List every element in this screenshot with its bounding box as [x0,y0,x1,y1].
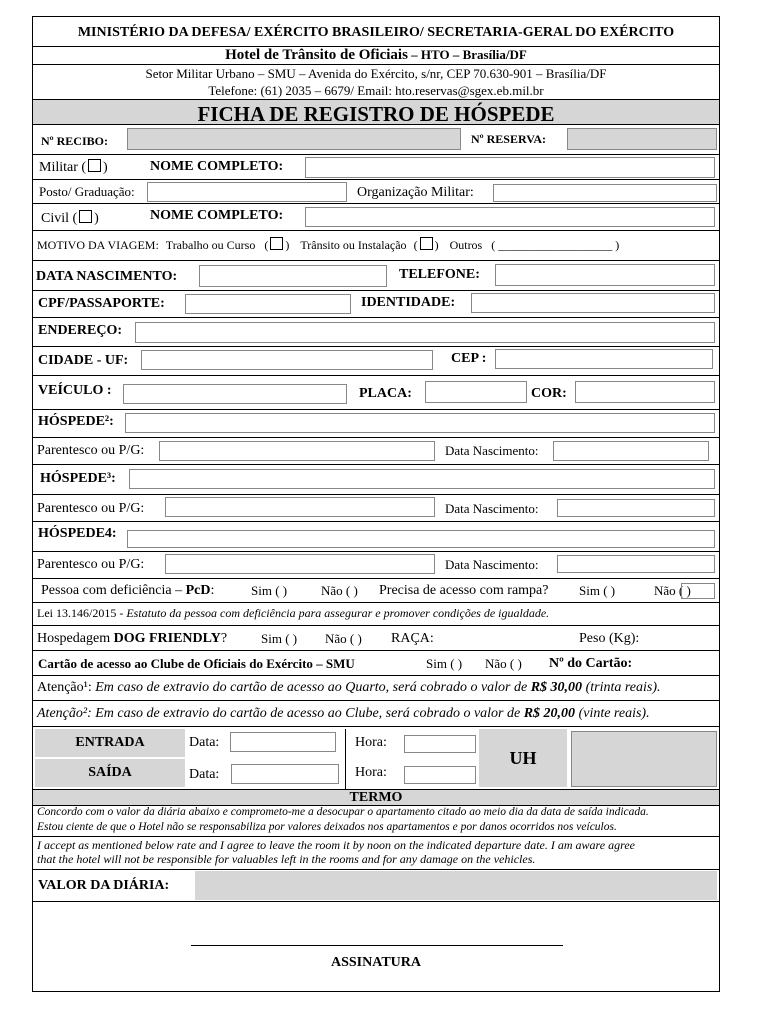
club-card-label: Cartão de acesso ao Clube de Oficiais do Exército – SMU [38,656,355,671]
entrada-time-field[interactable] [404,735,476,753]
ministry-header [33,17,719,47]
uh-label: UH [479,729,567,787]
guest3-kin-row [33,495,719,522]
saida-date-field[interactable] [231,764,339,784]
signature-line[interactable] [191,945,563,946]
hotel-address: Setor Militar Urbano – SMU – Avenida do Exército, s/nr, CEP 70.630-901 – Brasília/DF [145,66,607,81]
guest2-kin-label: Parentesco ou P/G: [37,443,145,458]
org-label: Organização Militar: [357,185,474,200]
guest3-kin-label: Parentesco ou P/G: [37,501,145,516]
reservation-label: Nº RESERVA: [471,132,546,146]
club-card-no[interactable]: Não ( ) [485,656,522,671]
entrada-time-label: Hora: [355,735,387,750]
birth-label: DATA NASCIMENTO: [36,269,178,284]
guest2-row [33,410,719,438]
rate-row [33,870,719,902]
color-label: COR: [531,386,567,401]
terms-title: TERMO [349,790,403,805]
military-label: Militar ( [39,160,87,175]
cpf-field[interactable] [185,294,351,314]
entrada-date-field[interactable] [230,732,336,752]
civil-close: ) [94,211,99,226]
military-close: ) [103,160,108,175]
trip-row: MOTIVO DA VIAGEM: Trabalho ou Curso ( ) Trânsito ou Instalação ( ) Outros ( ___________________ ) [33,231,719,261]
guest4-field[interactable] [127,530,715,548]
address-field-row [33,318,719,347]
birth-field[interactable] [199,265,387,287]
guest4-kin-row [33,552,719,579]
entrada-label: ENTRADA [35,729,185,757]
reservation-field[interactable] [567,128,717,150]
guest3-birth-field[interactable] [557,499,715,517]
org-field[interactable] [493,184,717,202]
terms-en-1: I accept as mentioned below rate and I agree to leave the room it by noon on the indicated departure date. I am aware agree [37,838,635,852]
guest4-label: HÓSPEDE4: [38,526,117,541]
guest2-kin-field[interactable] [159,441,435,461]
pcd-yes[interactable]: Sim ( ) [251,583,288,598]
hotel-header [33,47,719,65]
entrada-date-label: Data: [189,735,220,750]
form-title: FICHA DE REGISTRO DE HÓSPEDE [197,102,555,126]
rank-label: Posto/ Graduação: [39,184,135,199]
dog-yes[interactable]: Sim ( ) [261,631,298,646]
military-name-field[interactable] [305,157,715,178]
notice2-prefix: Atenção²: [37,706,96,721]
address-row [33,65,719,83]
color-field[interactable] [575,381,715,403]
birth-row [33,261,719,291]
civil-name-field[interactable] [305,207,715,227]
civil-checkbox[interactable] [79,210,92,223]
military-row [33,155,719,180]
hotel-contact: Telefone: (61) 2035 – 6679/ Email: hto.reservas@sgex.eb.mil.br [208,83,544,98]
vehicle-label: VEÍCULO : [38,383,112,398]
signature-label: ASSINATURA [331,955,421,970]
trip-opt-work: Trabalho ou Curso [165,238,256,252]
civil-row [33,204,719,231]
city-row [33,347,719,376]
guest3-kin-field[interactable] [165,497,435,517]
law-row [33,603,719,626]
guest3-field[interactable] [129,469,715,489]
id-label: IDENTIDADE: [361,295,456,310]
guest2-label: HÓSPEDE²: [38,414,114,429]
hotel-suffix: – HTO – Brasília/DF [407,47,527,62]
terms-title-row [33,789,719,806]
title-row [33,100,719,125]
club-card-row [33,651,719,676]
guest2-field[interactable] [125,413,715,433]
address-field[interactable] [135,322,715,343]
notice1-prefix: Atenção¹: [37,680,96,695]
dog-no[interactable]: Não ( ) [325,631,362,646]
saida-time-label: Hora: [355,765,387,780]
id-field[interactable] [471,293,715,313]
law-text: Estatuto da pessoa com deficiência para assegurar e promover condições de igualdade. [126,606,550,620]
plate-label: PLACA: [359,386,412,401]
address-label: ENDEREÇO: [38,323,123,338]
receipt-row [33,125,719,155]
dog-weight-label: Peso (Kg): [579,631,640,646]
guest2-birth-label: Data Nascimento: [445,443,539,458]
trip-other-field[interactable]: ( ___________________ ) [491,238,620,252]
law-ref: Lei 13.146/2015 - [37,606,127,620]
ministry-text: MINISTÉRIO DA DEFESA/ EXÉRCITO BRASILEIRO/ SECRETARIA-GERAL DO EXÉRCITO [77,25,675,40]
terms-en-row [33,837,719,870]
saida-date-label: Data: [189,767,220,782]
ramp-label: Precisa de acesso com rampa? [379,583,549,598]
guest4-kin-field[interactable] [165,554,435,574]
cep-label: CEP : [451,351,487,366]
rank-row [33,180,719,204]
guest2-kin-row [33,438,719,465]
guest3-label: HÓSPEDE³: [40,471,116,486]
trip-work-checkbox[interactable] [270,237,283,250]
ramp-no[interactable]: Não ( ) [654,583,691,598]
receipt-label: Nº RECIBO: [41,134,108,148]
club-card-yes[interactable]: Sim ( ) [426,656,463,671]
trip-opt-other: Outros [449,238,483,252]
notice2-row: Atenção²: Em caso de extravio do cartão de acesso ao Clube, será cobrado o valor de R$ 20,00 (vinte reais). [33,701,719,727]
ramp-no-box [681,583,715,599]
trip-opt-transit: Trânsito ou Instalação [300,238,407,252]
registration-form [32,16,720,992]
phone-label: TELEFONE: [399,267,480,282]
notice2-value: R$ 20,00 [523,706,576,721]
saida-time-field[interactable] [404,766,476,784]
vehicle-row [33,376,719,410]
receipt-field[interactable] [127,128,461,150]
notice1-value: R$ 30,00 [530,680,583,695]
dog-breed-label: RAÇA: [391,631,434,646]
hotel-name: Hotel de Trânsito de Oficiais [225,47,408,63]
pcd-no[interactable]: Não ( ) [321,583,358,598]
city-field[interactable] [141,350,433,370]
guest4-birth-label: Data Nascimento: [445,557,539,572]
terms-pt-1: Concordo com o valor da diária abaixo e comprometo-me a desocupar o apartamento citado ao meio dia da data de saída indicada. [37,806,649,818]
ramp-yes[interactable]: Sim ( ) [579,583,616,598]
cpf-row [33,291,719,318]
terms-pt-2: Estou ciente de que o Hotel não se responsabiliza por valores deixados nos apartamentos e por danos ocorridos nos veículos. [37,821,617,833]
rank-field[interactable] [147,182,347,202]
guest4-row [33,522,719,552]
guest4-birth-field[interactable] [557,555,715,573]
dog-row: Hospedagem DOG FRIENDLY? Sim ( ) Não ( ) RAÇA: Peso (Kg): [33,626,719,651]
rate-field[interactable] [195,871,717,900]
contact-row [33,83,719,100]
dog-label: Hospedagem [37,631,114,646]
phone-field[interactable] [495,264,715,286]
guest4-kin-label: Parentesco ou P/G: [37,557,145,572]
trip-transit-checkbox[interactable] [420,237,433,250]
terms-pt-row [33,806,719,837]
trip-label: MOTIVO DA VIAGEM: [37,238,159,252]
cep-field[interactable] [495,349,713,369]
plate-field[interactable] [425,381,527,403]
military-checkbox[interactable] [88,159,101,172]
uh-field[interactable] [571,731,717,787]
checkin-block [33,727,719,789]
club-card-number-label: Nº do Cartão: [549,656,633,671]
guest3-row [33,465,719,495]
city-label: CIDADE - UF: [38,353,129,368]
rate-label: VALOR DA DIÁRIA: [38,878,170,893]
civil-name-label: NOME COMPLETO: [150,208,284,223]
cpf-label: CPF/PASSAPORTE: [38,296,165,311]
saida-label: SAÍDA [35,759,185,787]
guest3-birth-label: Data Nascimento: [445,501,539,516]
military-name-label: NOME COMPLETO: [150,159,284,174]
civil-label: Civil ( [41,211,78,226]
vehicle-field[interactable] [123,384,347,404]
pcd-label: Pessoa com deficiência – [41,583,186,598]
terms-en-2: that the hotel will not be responsible for valuables left in the rooms and for any damage on the vehicles. [37,852,536,866]
notice1-row: Atenção¹: Em caso de extravio do cartão de acesso ao Quarto, será cobrado o valor de R$ 30,00 (trinta reais). [33,676,719,701]
guest2-birth-field[interactable] [553,441,709,461]
pcd-row: Pessoa com deficiência – PcD: Sim ( ) Não ( ) Precisa de acesso com rampa? Sim ( ) Não ( ) [33,579,719,603]
